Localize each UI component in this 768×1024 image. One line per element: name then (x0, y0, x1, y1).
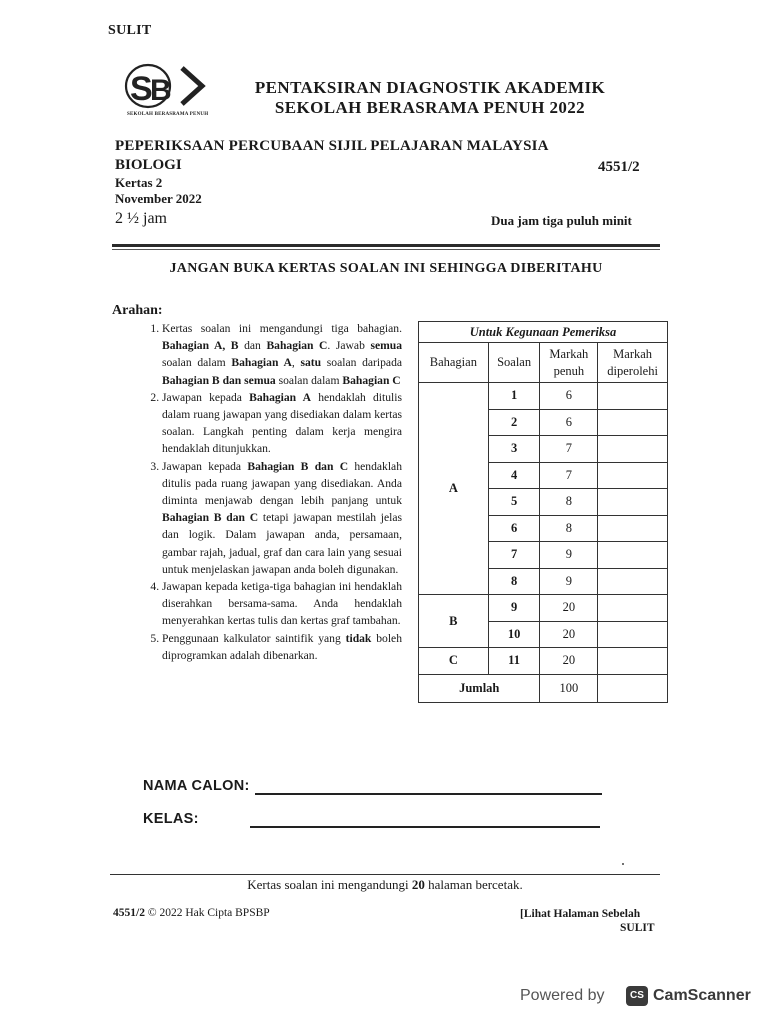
marks-obtained-cell[interactable] (598, 409, 668, 436)
full-marks: 9 (540, 542, 598, 569)
watermark-powered-by: Powered by (520, 987, 605, 1004)
table-caption: Untuk Kegunaan Pemeriksa (419, 322, 668, 343)
column-header-markah-penuh: Markah penuh (540, 343, 598, 383)
marks-obtained-cell[interactable] (598, 621, 668, 648)
candidate-name-label: NAMA CALON: (143, 778, 250, 794)
logo-caption: SEKOLAH BERASRAMA PENUH (127, 112, 209, 117)
question-number: 10 (488, 621, 540, 648)
section-a-label: A (419, 383, 489, 595)
total-marks-obtained-cell[interactable] (598, 674, 668, 702)
total-full-marks: 100 (540, 674, 598, 702)
question-number: 7 (488, 542, 540, 569)
footer-divider (110, 874, 660, 875)
next-page-note: [Lihat Halaman Sebelah (520, 908, 641, 920)
full-marks: 7 (540, 462, 598, 489)
instruction-item: 4. Jawapan kepada ketiga-tiga bahagian ini hendaklah diserahkan bersama-sama. Anda hendaklah menyerahkan kertas tulis dan kertas graf tambahan. (162, 578, 402, 630)
instruction-item: 5. Penggunaan kalkulator saintifik yang tidak boleh diprogramkan adalah dibenarkan. (162, 630, 402, 664)
classification-label-top: SULIT (108, 23, 152, 38)
marks-obtained-cell[interactable] (598, 648, 668, 675)
section-b-label: B (419, 595, 489, 648)
marks-obtained-cell[interactable] (598, 595, 668, 622)
class-label: KELAS: (143, 811, 199, 827)
instruction-item: 3. Jawapan kepada Bahagian B dan C hendaklah ditulis pada ruang jawapan yang disediakan. Anda diminta menjawab dengan lebih panjang untuk Bahagian B dan C tetapi jawapan mestilah jelas dan logik. Dalam jawapan anda, persamaan, gambar rajah, jadual, graf dan cara lain yang sesuai untuk menjelaskan jawapan anda boleh digunakan. (162, 458, 402, 578)
organization-title: PENTAKSIRAN DIAGNOSTIK AKADEMIK (254, 78, 606, 97)
marks-obtained-cell[interactable] (598, 568, 668, 595)
stray-mark (622, 863, 624, 865)
instruction-item: 1. Kertas soalan ini mengandungi tiga bahagian. Bahagian A, B dan Bahagian C. Jawab semua soalan dalam Bahagian A, satu soalan daripada Bahagian B dan semua soalan dalam Bahagian C (162, 320, 402, 389)
full-marks: 6 (540, 409, 598, 436)
svg-text:B: B (150, 74, 172, 107)
warning-notice: JANGAN BUKA KERTAS SOALAN INI SEHINGGA DIBERITAHU (169, 261, 603, 276)
question-number: 3 (488, 436, 540, 463)
question-number: 2 (488, 409, 540, 436)
page-count: 20 (411, 877, 425, 892)
full-marks: 20 (540, 595, 598, 622)
full-marks: 20 (540, 621, 598, 648)
question-number: 11 (488, 648, 540, 675)
footer-paper-code: 4551/2 (113, 907, 145, 919)
question-number: 1 (488, 383, 540, 410)
question-number: 5 (488, 489, 540, 516)
full-marks: 9 (540, 568, 598, 595)
marks-obtained-cell[interactable] (598, 542, 668, 569)
column-header-markah-diperolehi: Markah diperolehi (598, 343, 668, 383)
instructions-heading: Arahan: (112, 303, 163, 318)
exam-title: PEPERIKSAAN PERCUBAAN SIJIL PELAJARAN MALAYSIA (115, 138, 549, 154)
watermark-brand: CamScanner (653, 987, 751, 1004)
question-number: 9 (488, 595, 540, 622)
marks-obtained-cell[interactable] (598, 489, 668, 516)
full-marks: 8 (540, 515, 598, 542)
marks-obtained-cell[interactable] (598, 515, 668, 542)
full-marks: 20 (540, 648, 598, 675)
subject: BIOLOGI (115, 157, 182, 173)
candidate-name-field[interactable] (255, 793, 602, 795)
question-number: 8 (488, 568, 540, 595)
question-number: 4 (488, 462, 540, 489)
full-marks: 6 (540, 383, 598, 410)
instructions-list (138, 320, 402, 664)
total-label: Jumlah (419, 674, 540, 702)
section-c-label: C (419, 648, 489, 675)
class-field[interactable] (250, 826, 600, 828)
classification-label-bottom: SULIT (620, 922, 655, 934)
exam-date: November 2022 (115, 191, 202, 206)
full-marks: 8 (540, 489, 598, 516)
marks-obtained-cell[interactable] (598, 383, 668, 410)
marks-obtained-cell[interactable] (598, 436, 668, 463)
copyright-notice: 4551/2 © 2022 Hak Cipta BPSBP (113, 907, 270, 919)
paper-number: Kertas 2 (115, 175, 163, 190)
column-header-bahagian: Bahagian (419, 343, 489, 383)
organization-subtitle: SEKOLAH BERASRAMA PENUH 2022 (274, 98, 586, 117)
camscanner-logo-icon: CS (626, 986, 648, 1006)
instruction-item: 2. Jawapan kepada Bahagian A hendaklah ditulis dalam ruang jawapan yang disediakan dalam kertas soalan. Langkah penting dalam kerja mengira hendaklah ditunjukkan. (162, 389, 402, 458)
svg-text:S: S (130, 70, 153, 108)
header-divider-thick (112, 244, 660, 247)
column-header-soalan: Soalan (488, 343, 540, 383)
header-divider-thin (112, 249, 660, 250)
paper-code: 4551/2 (598, 159, 640, 175)
duration: 2 ½ jam (115, 210, 167, 227)
marks-obtained-cell[interactable] (598, 462, 668, 489)
examiner-marks-table (418, 321, 668, 703)
page-count-note: Kertas soalan ini mengandungi 20 halaman bercetak. (247, 877, 523, 892)
duration-words: Dua jam tiga puluh minit (491, 213, 632, 228)
full-marks: 7 (540, 436, 598, 463)
question-number: 6 (488, 515, 540, 542)
